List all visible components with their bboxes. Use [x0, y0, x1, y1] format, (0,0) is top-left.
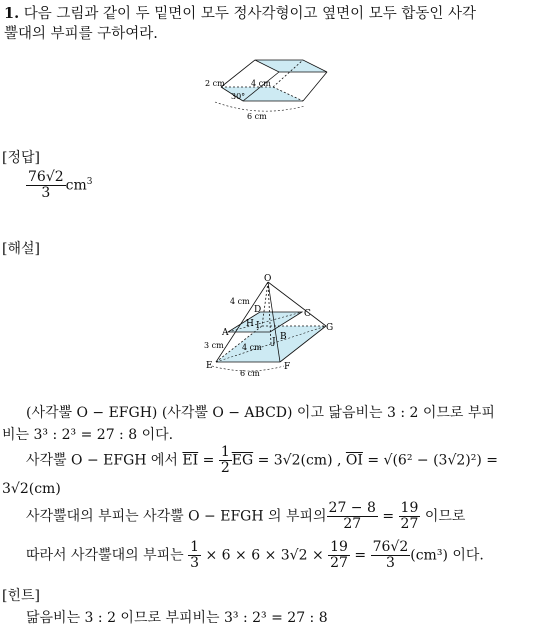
p3-numerator: 27 − 8 — [328, 500, 376, 516]
label-4cm: 4 cm — [251, 79, 271, 88]
label-E: E — [206, 361, 213, 371]
label-B: B — [280, 332, 287, 342]
fraction-19-27 — [399, 501, 421, 532]
label-O: O — [264, 274, 272, 284]
label-F: F — [284, 362, 291, 372]
label-30deg: 30° — [231, 92, 246, 101]
p2-eq: = — [198, 452, 219, 469]
p3-numerator-2: 19 — [400, 500, 419, 516]
p3-denominator-2: 27 — [400, 516, 419, 532]
half-numerator: 1 — [220, 444, 230, 460]
answer-unit: cm — [65, 177, 87, 194]
hint-heading: [힌트] — [2, 588, 40, 604]
answer-numerator: 76√2 — [28, 169, 64, 185]
p4-text2: (cm³) 이다. — [410, 547, 484, 564]
segment-OI: $\overline{OI}$ — [345, 452, 363, 469]
pyramid-figure — [196, 272, 346, 382]
question-text-2: 뿔대의 부피를 구하여라. — [4, 26, 158, 42]
p4-f1-numerator: 1 — [190, 539, 200, 555]
p4-f2-denominator: 27 — [330, 555, 348, 571]
question-line-2 — [4, 22, 158, 46]
fraction-27-8 — [327, 501, 378, 532]
label-G: G — [326, 323, 334, 333]
label-4cm: 4 cm — [242, 343, 262, 352]
frustum-figure — [195, 50, 340, 122]
frustum-dimension-arc — [215, 102, 305, 111]
explanation-line-3 — [26, 445, 498, 476]
p4-eq: = — [349, 547, 371, 564]
p3-eq: = — [377, 508, 399, 525]
frustum-edge — [303, 72, 327, 101]
label-I: I — [256, 321, 260, 331]
p4-f2-numerator: 19 — [330, 539, 348, 555]
p4-f1-denominator: 3 — [190, 555, 200, 571]
p4-mid: × 6 × 6 × 3√2 × — [201, 547, 329, 564]
label-C: C — [304, 309, 311, 319]
p4-text1: 따라서 사각뿔대의 부피는 — [26, 547, 184, 564]
label-J: J — [272, 337, 276, 347]
segment-EI: $\overline{EI}$ — [182, 452, 199, 469]
label-A: A — [222, 328, 229, 338]
label-H: H — [246, 319, 254, 329]
fraction-1-3 — [188, 540, 201, 571]
explanation-line-4: 3√2(cm) — [2, 481, 61, 497]
explanation-heading: [해설] — [2, 241, 40, 257]
p3-denominator: 27 — [343, 516, 362, 532]
question-number: 1. — [4, 5, 20, 22]
explanation-line-1: (사각뿔 O − EFGH) (사각뿔 O − ABCD) 이고 닮음비는 3 : 2 이므로 부피 — [26, 405, 495, 421]
answer-fraction — [26, 170, 66, 201]
explanation-line-6 — [26, 540, 484, 571]
answer-value — [26, 170, 93, 201]
p2-text2: = 3√2(cm) , — [253, 452, 342, 469]
fraction-half — [219, 445, 232, 476]
question-text-1: 다음 그림과 같이 두 밑면이 모두 정사각형이고 옆면이 모두 합동인 사각 — [23, 6, 477, 22]
answer-unit-exponent: 3 — [86, 176, 93, 187]
label-6cm: 6 cm — [247, 112, 267, 121]
p4-f3-numerator: 76√2 — [372, 539, 409, 555]
half-denominator: 2 — [220, 460, 230, 476]
answer-heading: [정답] — [2, 150, 40, 166]
segment-EG: $\overline{EG}$ — [231, 452, 254, 469]
label-4cm-top: 4 cm — [230, 297, 250, 306]
label-3cm: 3 cm — [204, 341, 224, 350]
p2-text3: = √(6² − (3√2)²) = — [362, 452, 498, 469]
hint-text: 닮음비는 3 : 2 이므로 부피비는 3³ : 2³ = 27 : 8 — [26, 610, 328, 626]
answer-denominator: 3 — [41, 185, 51, 201]
p3-text1: 사각뿔대의 부피는 사각뿔 O − EFGH 의 부피의 — [26, 508, 327, 525]
explanation-line-2: 비는 3³ : 2³ = 27 : 8 이다. — [2, 427, 174, 443]
p3-text2: 이므로 — [420, 508, 466, 525]
label-2cm: 2 cm — [205, 79, 225, 88]
p2-text1: 사각뿔 O − EFGH 에서 — [26, 452, 178, 469]
fraction-result — [371, 540, 411, 571]
label-D: D — [254, 305, 262, 315]
explanation-line-5 — [26, 501, 465, 532]
frustum-edge — [221, 60, 255, 87]
fraction-19-27-b — [328, 540, 350, 571]
label-6cm: 6 cm — [240, 369, 260, 378]
p4-f3-denominator: 3 — [385, 555, 395, 571]
frustum-top-face — [255, 60, 327, 72]
